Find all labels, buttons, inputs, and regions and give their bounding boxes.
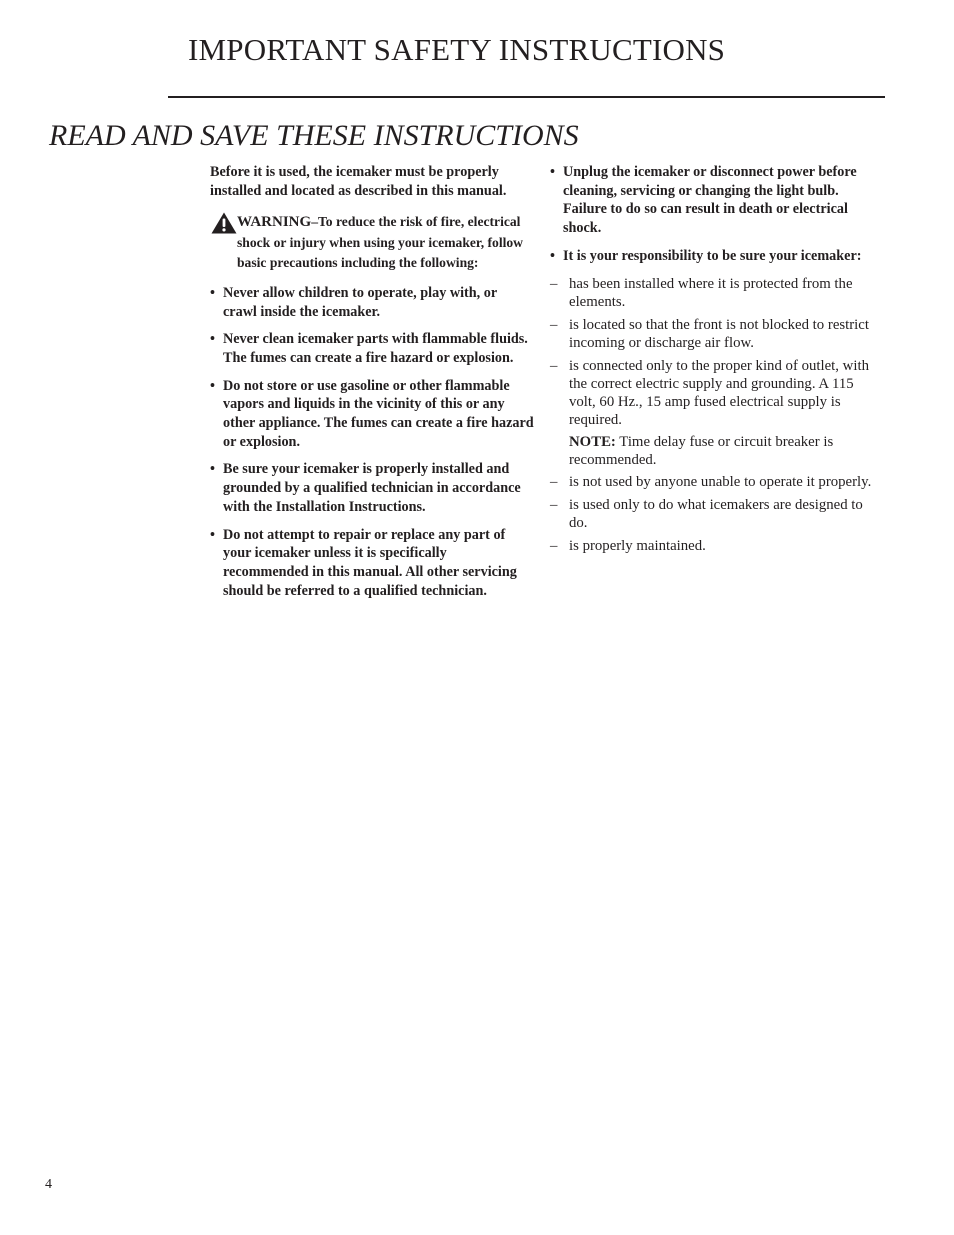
warning-triangle-icon xyxy=(211,212,237,234)
section-title: READ AND SAVE THESE INSTRUCTIONS xyxy=(49,119,579,152)
bullet-mark: • xyxy=(210,377,215,394)
list-item: • It is your responsibility to be sure your icemaker: xyxy=(550,247,862,264)
list-item: – is used only to do what icemakers are designed to do. xyxy=(550,496,863,531)
dash-mark: – xyxy=(550,473,558,490)
note-paragraph xyxy=(550,433,880,469)
list-item: – is located so that the front is not blocked to restrict incoming or discharge air flow. xyxy=(550,316,869,351)
note-label: NOTE: xyxy=(569,433,616,450)
bullet-mark: • xyxy=(210,526,215,543)
list-item: • Never clean icemaker parts with flammable fluids. The fumes can create a fire hazard or explosion. xyxy=(210,331,528,366)
dash-mark: – xyxy=(550,537,558,554)
bullet-mark: • xyxy=(210,461,215,478)
list-item: • Do not attempt to repair or replace any part of your icemaker unless it is specifically recommended in this manual. All other servicing should be referred to a qualified technician. xyxy=(210,526,517,599)
bullet-mark: • xyxy=(210,284,215,301)
bullet-mark: • xyxy=(550,247,555,264)
right-column xyxy=(550,163,880,560)
intro-paragraph: Before it is used, the icemaker must be properly installed and located as described in this manual. xyxy=(210,164,507,199)
list-item: – is not used by anyone unable to operate it properly. xyxy=(550,473,872,490)
conditions-list xyxy=(550,275,880,429)
right-bullet-list xyxy=(550,163,880,266)
dash-mark: – xyxy=(550,275,558,292)
dash-mark: – xyxy=(550,357,558,374)
dash-mark: – xyxy=(550,316,558,333)
warning-text: –To reduce the risk of fire, electrical shock or injury when using your icemaker, follow basic precautions including the following: xyxy=(237,214,523,270)
conditions-list-continued xyxy=(550,473,880,555)
list-item: • Do not store or use gasoline or other flammable vapors and liquids in the vicinity of this or any other appliance. The fumes can create a fire hazard or explosion. xyxy=(210,377,534,450)
list-item: – is connected only to the proper kind of outlet, with the correct electric supply and grounding. A 115 volt, 60 Hz., 15 amp fused electrical supply is required. xyxy=(550,357,869,428)
bullet-mark: • xyxy=(550,164,555,180)
bullet-mark: • xyxy=(210,331,215,348)
list-item: • Unplug the icemaker or disconnect power before cleaning, servicing or changing the light bulb. Failure to do so can result in death or electrical shock. xyxy=(550,164,857,237)
warning-paragraph xyxy=(210,212,534,272)
list-item: • Be sure your icemaker is properly installed and grounded by a qualified technician in accordance with the Installation Instructions. xyxy=(210,461,521,515)
list-item: – has been installed where it is protected from the elements. xyxy=(550,275,853,310)
title-rule xyxy=(168,96,885,98)
left-bullet-list xyxy=(210,284,534,601)
list-item: • Never allow children to operate, play with, or crawl inside the icemaker. xyxy=(210,284,497,320)
dash-mark: – xyxy=(550,496,558,513)
left-column xyxy=(210,163,534,609)
page-title: IMPORTANT SAFETY INSTRUCTIONS xyxy=(188,32,726,67)
warning-label: WARNING xyxy=(237,214,312,231)
page-number: 4 xyxy=(45,1177,52,1192)
list-item: – is properly maintained. xyxy=(550,537,706,554)
note-text: Time delay fuse or circuit breaker is recommended. xyxy=(569,433,834,468)
